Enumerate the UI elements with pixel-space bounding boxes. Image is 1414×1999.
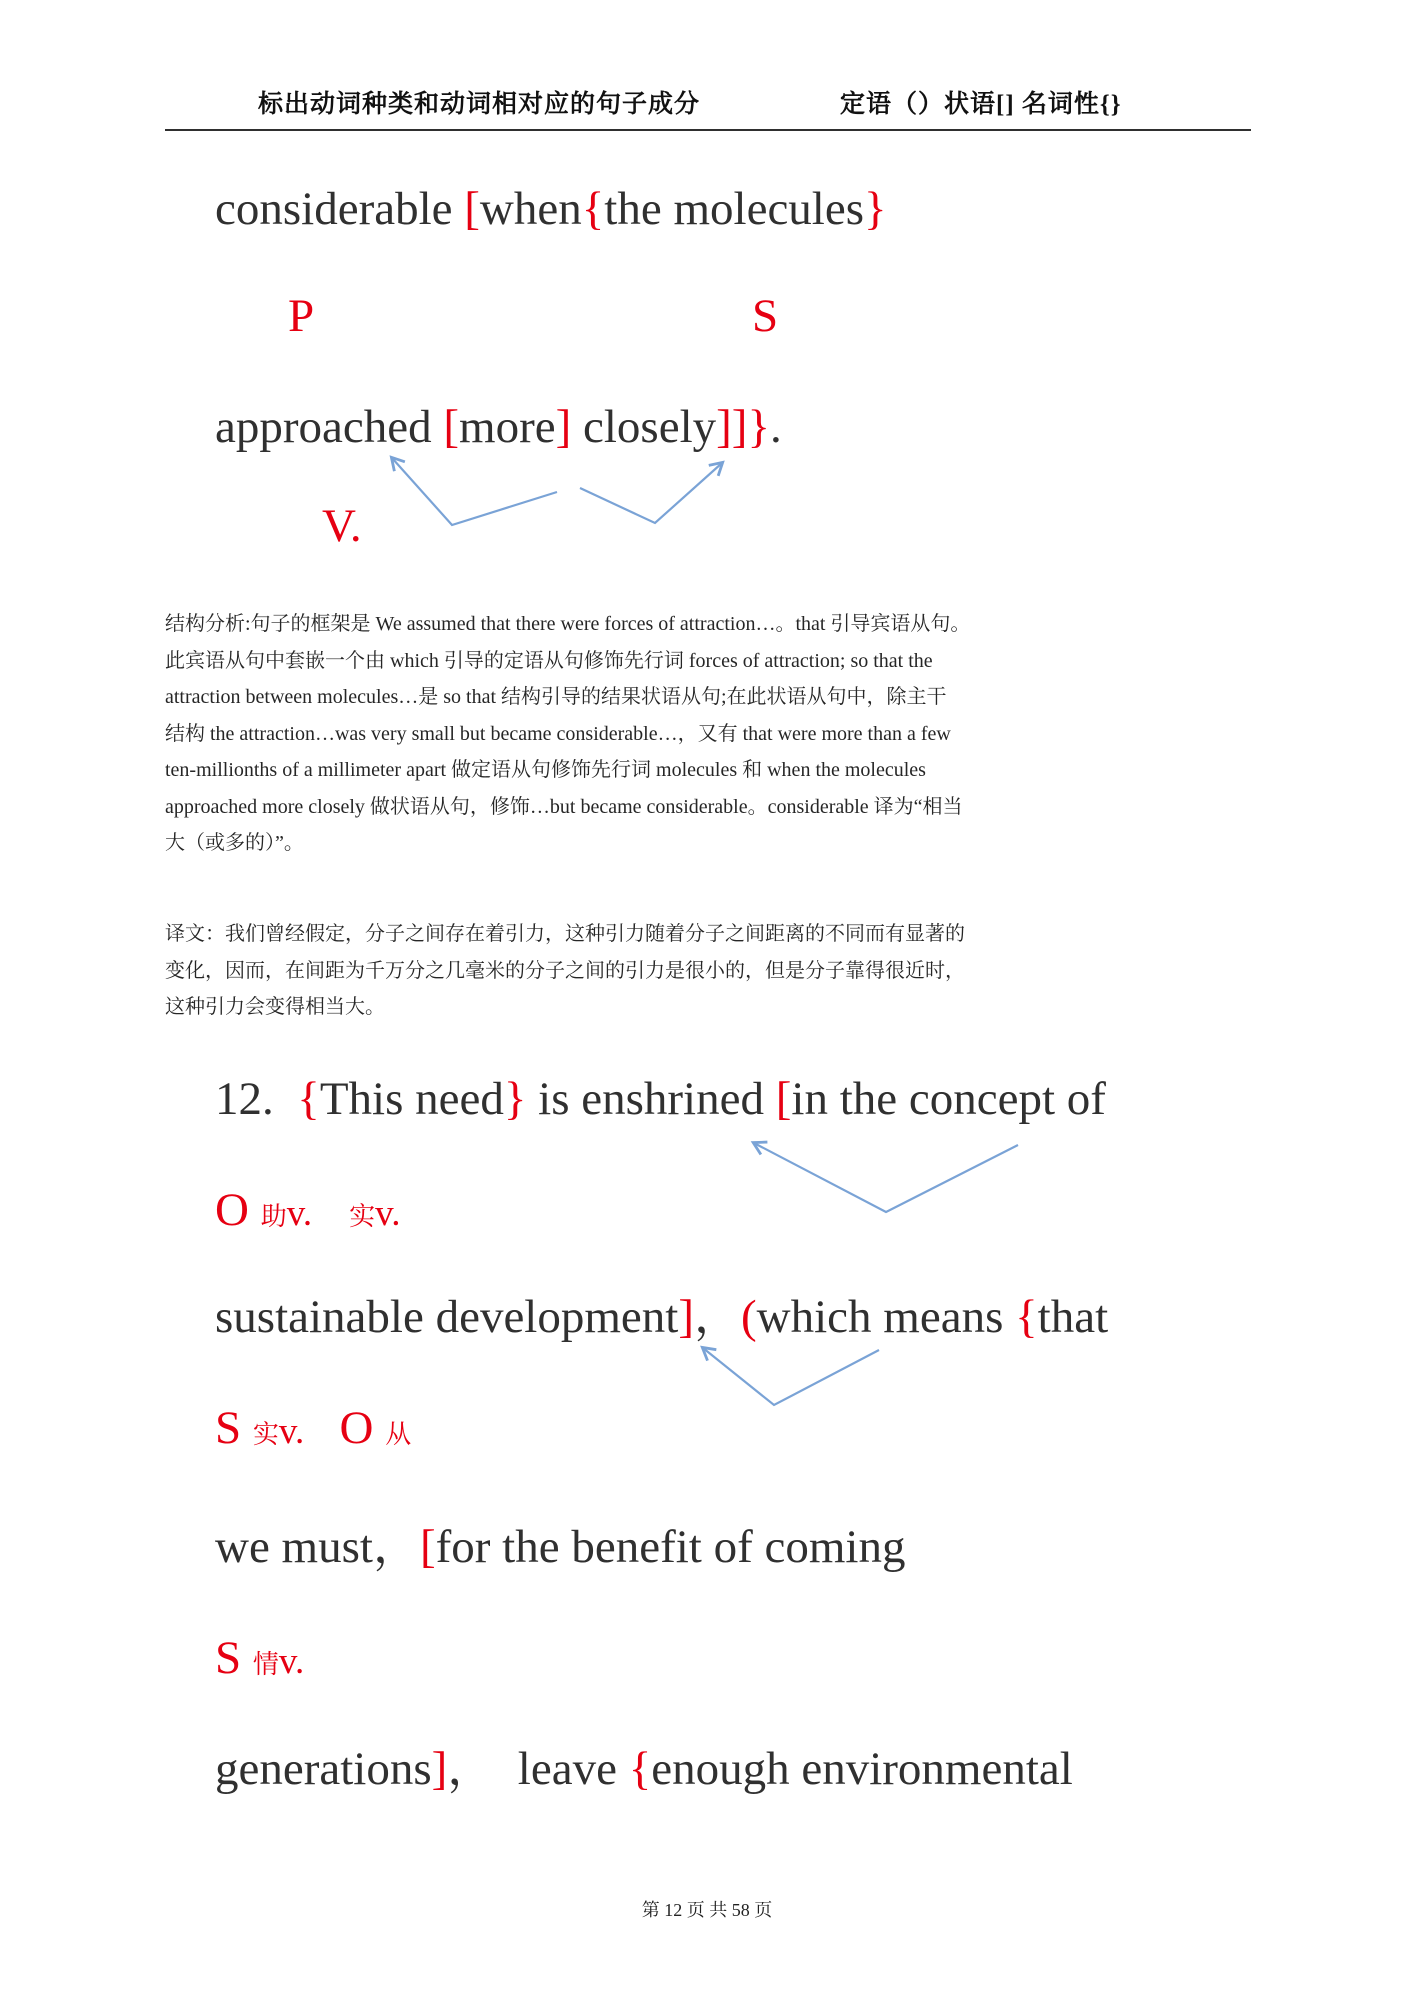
- sentence-line: [215, 1740, 1073, 1798]
- text-segment: [: [443, 401, 460, 453]
- text-segment: [: [464, 183, 480, 235]
- text-segment: [304, 1402, 339, 1454]
- text-segment: v.: [278, 1411, 305, 1452]
- text-segment: 12.: [215, 1073, 298, 1125]
- text-segment: when: [479, 183, 582, 235]
- header-divider: [165, 129, 1251, 131]
- text-segment: enough environmental: [651, 1743, 1073, 1795]
- text-segment: [312, 1193, 349, 1234]
- text-segment: ，: [447, 1743, 518, 1795]
- arrow-to-closely: [580, 463, 722, 523]
- paragraph-line: 大（或多的）”。: [165, 832, 304, 854]
- text-segment: is enshrined: [526, 1073, 776, 1125]
- text-segment: v.: [375, 1193, 401, 1234]
- text-segment: sustainable development: [215, 1291, 679, 1343]
- grammar-label-v: V.: [322, 500, 362, 552]
- grammar-label-s: S: [752, 290, 779, 342]
- paragraph-line: approached more closely 做状语从句，修饰…but became considerable。considerable 译为“相当: [165, 795, 963, 818]
- translation-paragraph: [165, 916, 985, 1026]
- page-number: 第 12 页 共 58 页: [641, 1900, 773, 1920]
- text-segment: generations: [215, 1743, 432, 1795]
- text-segment: (: [741, 1291, 757, 1343]
- text-segment: O: [215, 1184, 261, 1236]
- text-segment: approached: [215, 401, 444, 453]
- text-segment: 实: [252, 1420, 279, 1449]
- text-segment: ]: [555, 401, 572, 453]
- paragraph-line: 这种引力会变得相当大。: [165, 996, 385, 1018]
- header-right-legend: 定语（）状语[] 名词性{}: [840, 91, 1122, 118]
- text-segment: more: [459, 401, 556, 453]
- text-segment: This need: [319, 1073, 504, 1125]
- grammar-label-row: [215, 1400, 411, 1463]
- text-segment: [: [775, 1073, 792, 1125]
- text-segment: considerable: [215, 183, 465, 235]
- text-segment: ]]: [716, 401, 748, 453]
- text-segment: [: [419, 1521, 436, 1573]
- arrow-to-enshrined: [754, 1143, 1018, 1212]
- sentence-line: [215, 1070, 1106, 1128]
- text-segment: 实: [349, 1202, 376, 1231]
- paragraph-line: 译文：我们曾经假定，分子之间存在着引力，这种引力随着分子之间距离的不同而有显著的: [165, 923, 965, 945]
- structure-analysis-paragraph: [165, 606, 985, 862]
- paragraph-line: 变化，因而，在间距为千万分之几毫米的分子之间的引力是很小的，但是分子靠得很近时，: [165, 959, 965, 982]
- text-segment: {: [1015, 1291, 1038, 1343]
- text-segment: for the benefit of coming: [435, 1521, 906, 1573]
- text-segment: v.: [286, 1193, 313, 1234]
- text-segment: 助: [260, 1202, 287, 1231]
- sentence-line: [215, 1518, 905, 1576]
- header-left-title: 标出动词种类和动词相对应的句子成分: [258, 91, 701, 118]
- text-segment: that: [1037, 1291, 1109, 1343]
- text-segment: which means: [756, 1291, 1016, 1343]
- text-segment: in the concept of: [791, 1073, 1106, 1125]
- grammar-label-row: [215, 1182, 400, 1245]
- text-segment: {: [297, 1073, 320, 1125]
- text-segment: S: [215, 1402, 253, 1454]
- text-segment: S: [215, 1632, 253, 1684]
- arrow-to-development: [703, 1348, 879, 1405]
- text-segment: .: [770, 401, 782, 453]
- grammar-label-p: P: [288, 290, 315, 342]
- text-segment: the molecules: [604, 183, 865, 235]
- grammar-label-row: [215, 1630, 304, 1693]
- text-segment: leave: [517, 1743, 629, 1795]
- sentence-line: [215, 1288, 1108, 1346]
- sentence-line: [215, 180, 887, 238]
- arrow-to-approached: [392, 458, 557, 525]
- paragraph-line: 结构 the attraction…was very small but became considerable…，又有 that were more than a few: [165, 722, 951, 745]
- text-segment: ，: [372, 1521, 420, 1573]
- paragraph-line: attraction between molecules…是 so that 结构引导的结果状语从句;在此状语从句中，除主干: [165, 686, 947, 708]
- text-segment: {: [581, 183, 605, 235]
- text-segment: ]: [431, 1743, 448, 1795]
- text-segment: 情: [252, 1650, 279, 1679]
- sentence-line: [215, 398, 782, 456]
- paragraph-line: ten-millionths of a millimeter apart 做定语从句修饰先行词 molecules 和 when the molecules: [165, 759, 926, 781]
- text-segment: }: [864, 183, 887, 235]
- text-segment: 从: [385, 1420, 412, 1449]
- text-segment: }: [747, 401, 771, 453]
- text-segment: v.: [278, 1641, 305, 1682]
- text-segment: ，: [694, 1291, 742, 1343]
- text-segment: closely: [571, 401, 717, 453]
- text-segment: }: [503, 1073, 527, 1125]
- text-segment: we must: [215, 1521, 373, 1573]
- text-segment: {: [628, 1743, 652, 1795]
- paragraph-line: 结构分析:句子的框架是 We assumed that there were forces of attraction…。that 引导宾语从句。: [165, 613, 971, 635]
- text-segment: O: [339, 1402, 386, 1454]
- text-segment: ]: [678, 1291, 695, 1343]
- paragraph-line: 此宾语从句中套嵌一个由 which 引导的定语从句修饰先行词 forces of attraction; so that the: [165, 649, 933, 672]
